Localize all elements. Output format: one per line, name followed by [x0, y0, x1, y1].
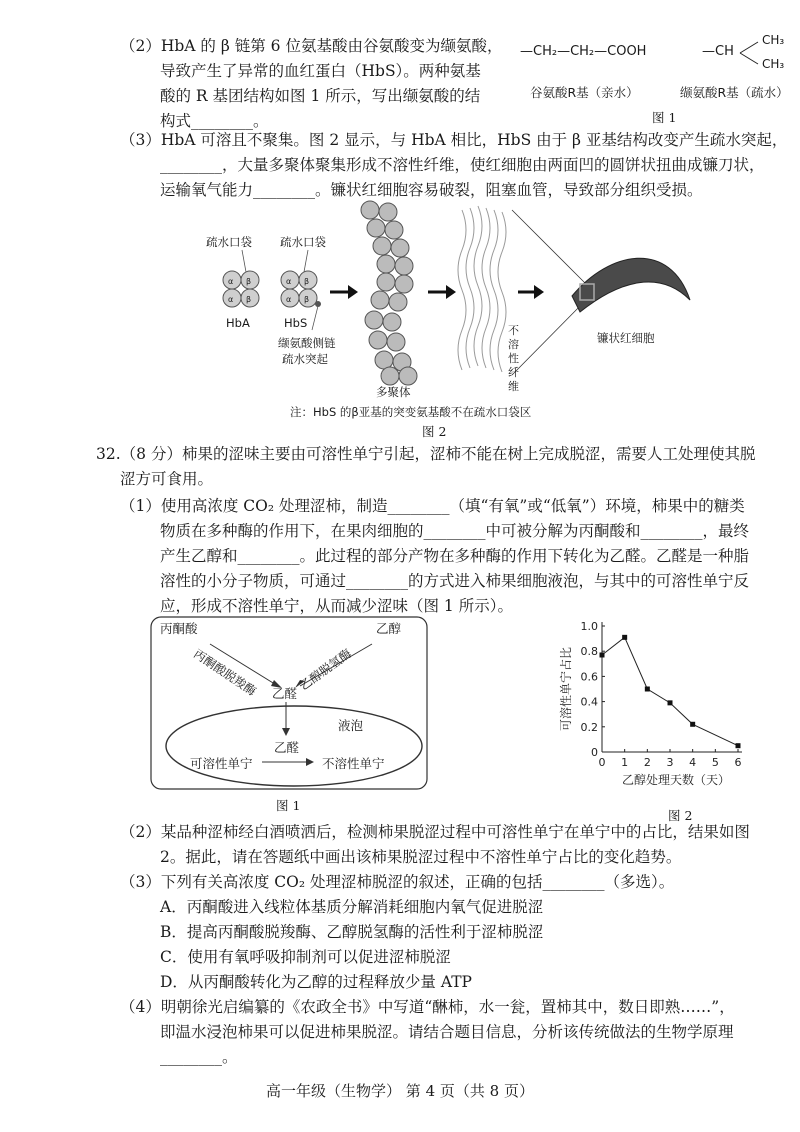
- x-tick-label: 5: [711, 756, 719, 769]
- hbs-polymer-figure: [190, 200, 710, 400]
- diagram-caption: 图 1: [276, 798, 301, 813]
- q32-p2-line-2: 2。据此，请在答题纸中画出该柿果脱涩过程中不溶性单宁占比的变化趋势。: [160, 848, 682, 866]
- diagram-vacuole: 液泡: [338, 718, 364, 733]
- diagram-ethanol: 乙醇: [376, 621, 402, 636]
- fig2-sidechain-label-1: 缬氨酸侧链: [278, 336, 336, 350]
- svg-text:β: β: [246, 277, 252, 286]
- q32-p1-line-1: （1）使用高浓度 CO₂ 处理涩柿，制造________（填“有氧”或“低氧”）环境，柿果中的糖类: [120, 497, 745, 515]
- q32-p1-line-3: 产生乙醇和________。此过程的部分产物在多种酶的作用下转化为乙醛。乙醛是一种脂: [160, 547, 750, 565]
- q32-p1-line-4: 溶性的小分子物质，可通过________的方式进入柿果细胞液泡，与其中的可溶性单宁反: [160, 572, 750, 590]
- q32-p4-line-2: 即温水浸泡柿果可以促进柿果脱涩。请结合题目信息，分析该传统做法的生物学原理: [160, 1023, 734, 1041]
- series-line: [602, 637, 738, 745]
- svg-text:α: α: [286, 295, 292, 304]
- y-tick-label: 0.2: [580, 720, 598, 734]
- sickle-cell-shape: [572, 258, 690, 312]
- figure-2-caption: 图 2: [422, 424, 447, 439]
- q32-p4-line-3: ________。: [160, 1048, 238, 1066]
- hba-tetramer: [223, 271, 259, 307]
- q32-option-a: A．丙酮酸进入线粒体基质分解消耗细胞内氧气促进脱涩: [160, 898, 544, 916]
- glutamate-r-label: 谷氨酸R基（亲水）: [530, 85, 639, 100]
- q3-line-3: 运输氧气能力________。镰状红细胞容易破裂，阻塞血管，导致部分组织受损。: [160, 181, 703, 199]
- q32-line-2: 涩方可食用。: [120, 470, 214, 488]
- data-point: [645, 687, 650, 692]
- q32-p2-line-1: （2）某品种涩柿经白酒喷洒后，检测柿果脱涩过程中可溶性单宁在单宁中的占比，结果如图: [120, 823, 750, 841]
- svg-text:α: α: [228, 295, 234, 304]
- x-tick-label: 2: [643, 756, 651, 769]
- q32-option-b: B．提高丙酮酸脱羧酶、乙醇脱氢酶的活性利于涩柿脱涩: [160, 923, 544, 941]
- diagram-soluble-tannin: 可溶性单宁: [190, 756, 253, 771]
- q32-p4-line-1: （4）明朝徐光启编纂的《农政全书》中写道“醂柿，水一瓮，置柿其中，数日即熟……”，: [120, 998, 735, 1016]
- insoluble-fibers: [458, 206, 506, 372]
- y-tick-label: 1.0: [580, 620, 598, 633]
- q2-line-2: 导致产生了异常的血红蛋白（HbS）。两种氨基: [160, 62, 481, 80]
- diagram-enzyme-1: 丙酮酸脱羧酶: [191, 646, 259, 699]
- fig2-note: 注：HbS 的β亚基的突变氨基酸不在疏水口袋区: [290, 405, 532, 419]
- svg-text:β: β: [246, 295, 252, 304]
- data-point: [622, 635, 627, 640]
- fig2-sickle-label: 镰状红细胞: [597, 331, 655, 345]
- valine-ch3-bottom: CH₃: [762, 57, 785, 71]
- valine-r-label: 缬氨酸R基（疏水）: [680, 85, 789, 100]
- q32-p1-line-5: 应，形成不溶性单宁，从而减少涩味（图 1 所示）。: [160, 597, 513, 615]
- fig2-pocket-2: 疏水口袋: [280, 235, 326, 249]
- data-point: [668, 700, 673, 705]
- fig2-hba-label: HbA: [226, 316, 250, 330]
- fig2-hbs-label: HbS: [284, 316, 308, 330]
- x-tick-label: 3: [666, 756, 674, 769]
- chart-caption: 图 2: [668, 808, 693, 823]
- q32-p1-line-2: 物质在多种酶的作用下，在果肉细胞的________中可被分解为丙酮酸和________，最终: [160, 522, 750, 540]
- y-tick-label: 0.6: [580, 670, 598, 684]
- q2-line-1: （2）HbA 的 β 链第 6 位氨基酸由谷氨酸变为缬氨酸，: [120, 37, 503, 55]
- diagram-acetaldehyde-top: 乙醛: [272, 686, 298, 701]
- hbs-tetramer: [281, 271, 321, 307]
- x-tick-label: 1: [621, 756, 629, 769]
- y-tick-label: 0.8: [580, 645, 598, 659]
- x-tick-label: 0: [598, 756, 606, 769]
- glutamate-r-formula: —CH₂—CH₂—COOH: [520, 44, 647, 59]
- svg-text:α: α: [286, 277, 292, 286]
- valine-branch-lines: [738, 36, 762, 70]
- diagram-insoluble-tannin: 不溶性单宁: [322, 756, 385, 771]
- y-axis-label: 可溶性单宁占比: [559, 646, 573, 732]
- y-tick-label: 0: [591, 746, 598, 759]
- data-point: [600, 652, 605, 657]
- q2-line-3: 酸的 R 基团结构如图 1 所示，写出缬氨酸的结: [160, 87, 481, 105]
- polymer-column: [361, 201, 417, 385]
- data-point: [690, 722, 695, 727]
- data-point: [736, 743, 741, 748]
- valine-ch3-top: CH₃: [762, 33, 785, 47]
- svg-text:β: β: [304, 277, 310, 286]
- q3-line-1: （3）HbA 可溶且不聚集。图 2 显示，与 HbA 相比，HbS 由于 β 亚基结构改变产生疏水突起，: [120, 131, 788, 149]
- valine-r-formula-left: —CH: [702, 44, 734, 59]
- svg-text:β: β: [304, 295, 310, 304]
- diagram-pyruvate: 丙酮酸: [160, 621, 198, 636]
- q32-line-1: 32.（8 分）柿果的涩味主要由可溶性单宁引起，涩柿不能在树上完成脱涩，需要人工处理使其脱: [96, 445, 756, 463]
- fig2-sidechain-label-2: 疏水突起: [282, 352, 328, 366]
- x-tick-label: 6: [734, 756, 742, 769]
- fig2-pocket-1: 疏水口袋: [206, 235, 252, 249]
- svg-text:α: α: [228, 277, 234, 286]
- diagram-acetaldehyde-inside: 乙醛: [274, 740, 300, 755]
- q2-line-4: 构式________。: [160, 112, 269, 130]
- q32-p3-line-1: （3）下列有关高浓度 CO₂ 处理涩柿脱涩的叙述，正确的包括________（多选）。: [120, 873, 675, 891]
- x-tick-label: 4: [689, 756, 697, 769]
- fig2-fiber-label: 不溶性纤维: [508, 324, 519, 393]
- q3-line-2: ________，大量多聚体聚集形成不溶性纤维，使红细胞由两面凹的圆饼状扭曲成镰刀状，: [160, 156, 765, 174]
- fig2-polymer-label: 多聚体: [376, 385, 411, 399]
- diagram-enzyme-2: 乙醇脱氢酶: [297, 646, 354, 693]
- y-tick-label: 0.4: [580, 695, 598, 709]
- page-footer: 高一年级（生物学） 第 4 页（共 8 页）: [266, 1082, 534, 1100]
- figure-1-caption: 图 1: [652, 110, 677, 125]
- soluble-tannin-chart: [556, 612, 756, 812]
- q32-option-d: D．从丙酮酸转化为乙醇的过程释放少量 ATP: [160, 973, 472, 991]
- q32-option-c: C．使用有氧呼吸抑制剂可以促进涩柿脱涩: [160, 948, 451, 966]
- x-axis-label: 乙醇处理天数（天）: [621, 773, 731, 787]
